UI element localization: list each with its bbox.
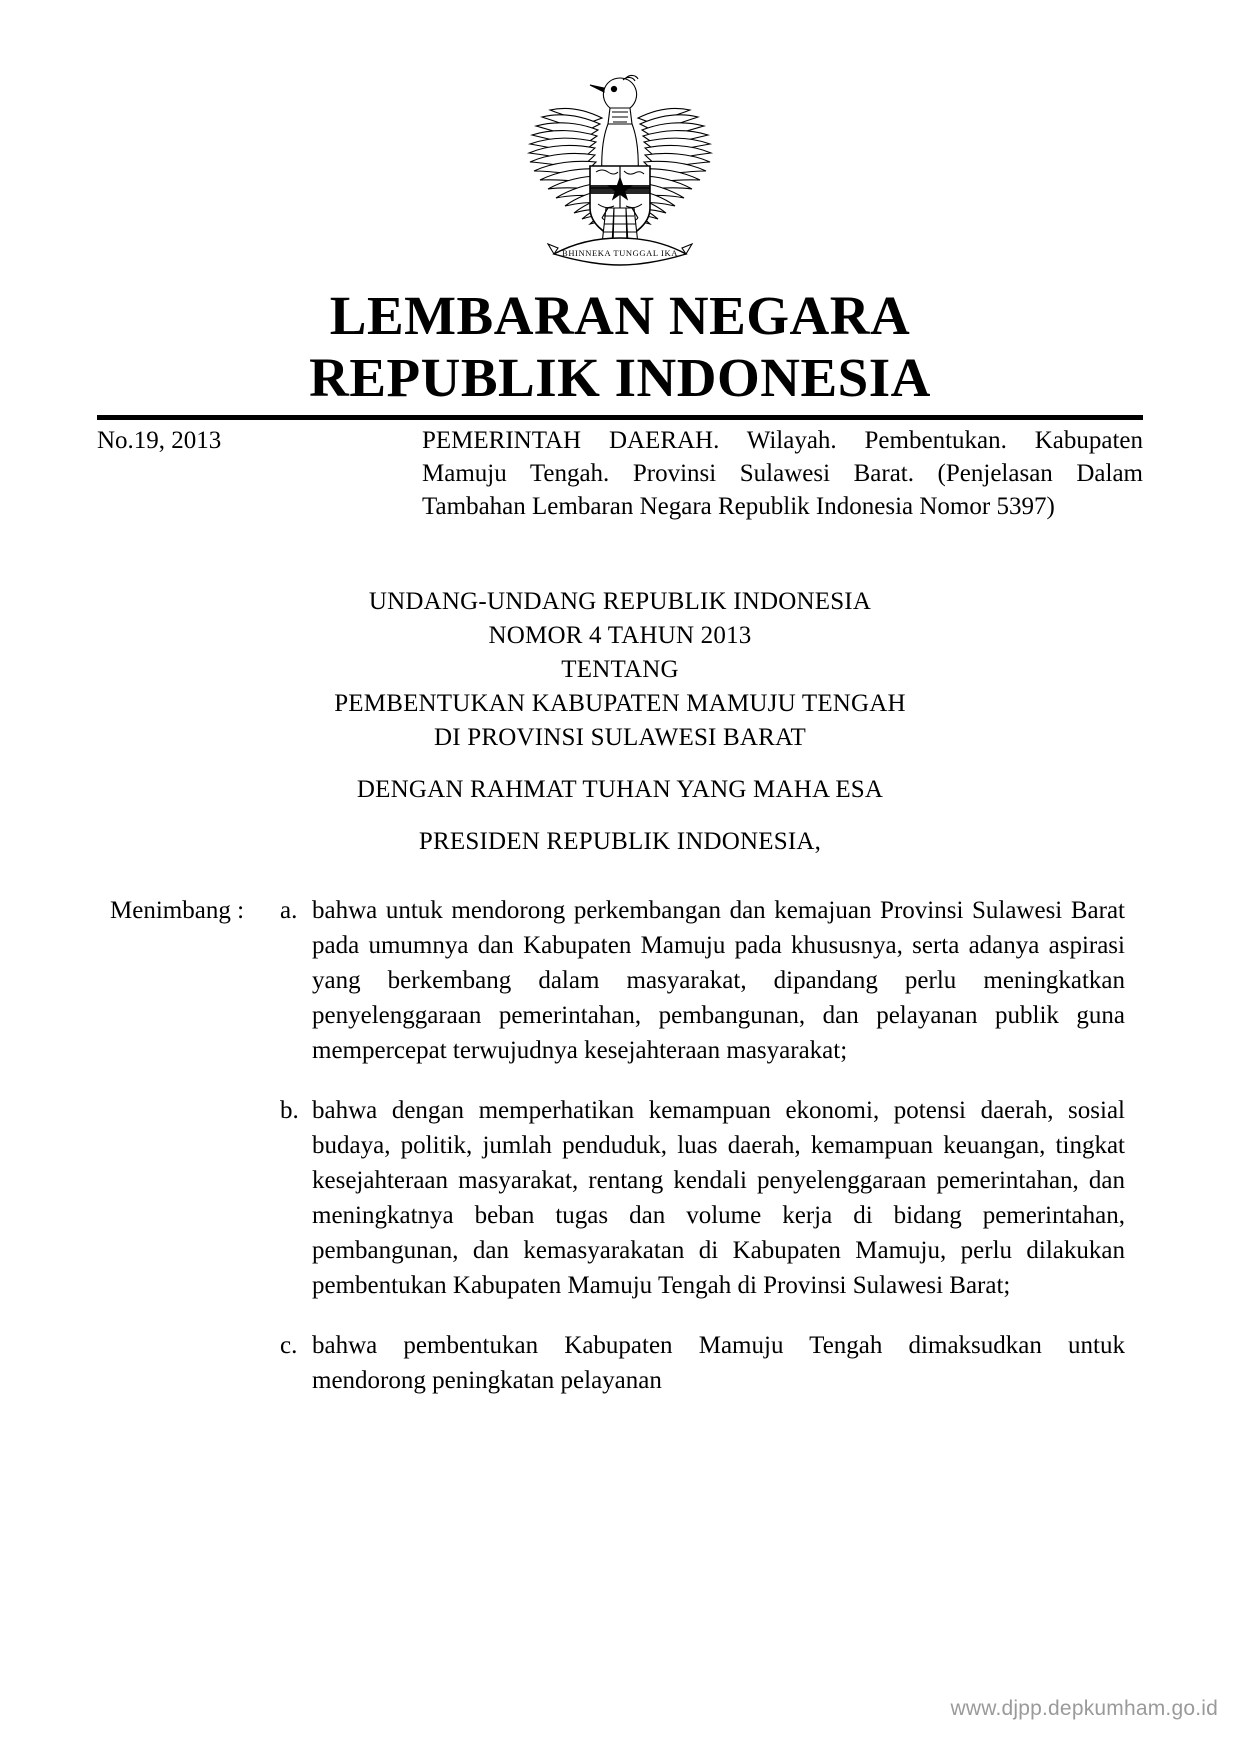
- president-line: PRESIDEN REPUBLIK INDONESIA,: [418, 828, 822, 855]
- blessing-line: DENGAN RAHMAT TUHAN YANG MAHA ESA: [356, 776, 884, 803]
- masthead: [0, 285, 1240, 409]
- masthead-line-2: REPUBLIK INDONESIA: [309, 347, 931, 408]
- law-title-line-4: PEMBENTUKAN KABUPATEN MAMUJU TENGAH: [334, 690, 906, 717]
- consideration-marker-a: a.: [280, 897, 298, 924]
- header-divider: [97, 415, 1143, 420]
- gazette-number: No.19, 2013: [97, 427, 222, 454]
- law-title-line-5: DI PROVINSI SULAWESI BARAT: [434, 724, 806, 751]
- emblem-container: [0, 58, 1240, 270]
- considerations-section: [110, 893, 1125, 1423]
- consideration-text-b: bahwa dengan memperhatikan kemampuan ekonomi, potensi daerah, sosial budaya, politik, jumlah penduduk, luas daerah, kemampuan keuangan, tingkat kesejahteraan masyarakat, rentang kendali penyelenggaraan pemerintahan, dan meningkatnya beban tugas dan volume kerja di bidang pemerintahan, pembangunan, dan kemasyarakatan di Kabupaten Mamuju, perlu dilakukan pembentukan Kabupaten Mamuju Tengah di Provinsi Sulawesi Barat;: [312, 1097, 1125, 1299]
- consideration-marker-c: c.: [280, 1332, 298, 1359]
- masthead-line-1: LEMBARAN NEGARA: [329, 285, 911, 346]
- footer-watermark-url: www.djpp.depkumham.go.id: [950, 1697, 1218, 1720]
- gazette-subject: PEMERINTAH DAERAH. Wilayah. Pembentukan. Kabupaten Mamuju Tengah. Provinsi Sulawesi Barat. (Penjelasan Dalam Tambahan Lembaran Negara Republik Indonesia Nomor 5397): [422, 427, 1143, 520]
- considerations-label: Menimbang :: [110, 897, 245, 924]
- title-spacer-1: [0, 755, 1240, 773]
- page-footer: [0, 1697, 1240, 1721]
- title-spacer-2: [0, 807, 1240, 825]
- consideration-text-a: bahwa untuk mendorong perkembangan dan kemajuan Provinsi Sulawesi Barat pada umumnya dan Kabupaten Mamuju pada khususnya, serta adanya aspirasi yang berkembang dalam masyarakat, dipandang perlu meningkatkan penyelenggaraan pemerintahan, pembangunan, dan pelayanan publik guna mempercepat terwujudnya kesejahteraan masyarakat;: [312, 897, 1125, 1064]
- law-title-line-3: TENTANG: [561, 656, 679, 683]
- law-title-line-2: NOMOR 4 TAHUN 2013: [488, 622, 752, 649]
- law-title-block: [0, 585, 1240, 859]
- consideration-text-c: bahwa pembentukan Kabupaten Mamuju Tengah dimaksudkan untuk mendorong peningkatan pelayanan: [312, 1332, 1125, 1394]
- svg-text:BHINNEKA TUNGGAL IKA: BHINNEKA TUNGGAL IKA: [562, 248, 678, 258]
- gazette-record: [97, 424, 1143, 523]
- garuda-pancasila-emblem: [520, 58, 720, 270]
- law-title-line-1: UNDANG-UNDANG REPUBLIK INDONESIA: [368, 588, 872, 615]
- consideration-marker-b: b.: [280, 1097, 299, 1124]
- consideration-item-a: [110, 893, 1125, 1068]
- consideration-item-b: [110, 1093, 1125, 1303]
- consideration-item-c: [110, 1328, 1125, 1398]
